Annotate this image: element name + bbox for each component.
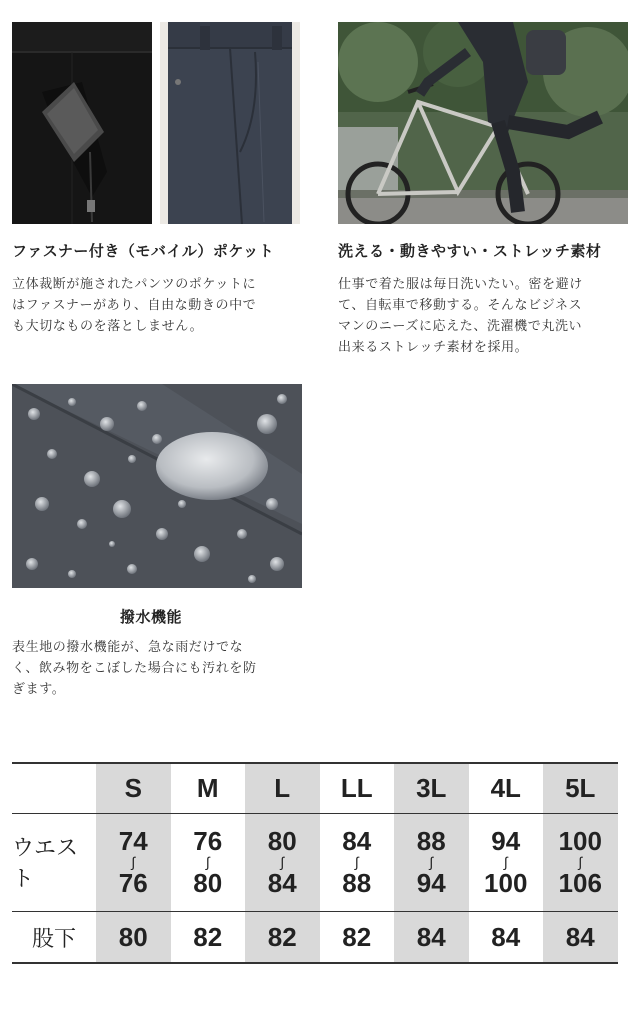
size-header-m: M (196, 772, 219, 803)
inseam-value: 84 (416, 921, 446, 952)
feature-text-line: はファスナーがあり、自由な動きの中で (12, 298, 257, 313)
row-label-inseam: 股下 (31, 926, 76, 952)
size-header-s: S (124, 772, 142, 803)
inseam-value: 82 (193, 921, 223, 952)
waist-range (543, 814, 618, 910)
feature-text-line: 出来るストレッチ素材を採用。 (338, 340, 529, 355)
size-header-4l: 4L (490, 772, 521, 803)
inseam-value: 84 (491, 921, 521, 952)
waist-max: 94 (416, 868, 446, 898)
waist-range (171, 814, 246, 910)
feature-text-line: 立体裁断が施されたパンツのポケットに (12, 277, 257, 292)
inseam-value: 82 (342, 921, 372, 952)
waist-max: 76 (118, 868, 148, 898)
inseam-value: 80 (118, 921, 148, 952)
pocket-photo-left (12, 22, 152, 224)
waist-range (469, 814, 544, 910)
feature-title-pocket: ファスナー付き（モバイル）ポケット (12, 242, 275, 260)
size-header-5l: 5L (565, 772, 596, 803)
waist-range (394, 814, 469, 910)
waist-min: 100 (558, 826, 602, 856)
range-mark: ∫ (205, 854, 210, 870)
inseam-value: 82 (267, 921, 297, 952)
feature-text-line: マンのニーズに応えた、洗濯機で丸洗い (338, 319, 583, 334)
waist-max: 84 (267, 868, 297, 898)
feature-title-stretch: 洗える・動きやすい・ストレッチ素材 (338, 242, 602, 260)
waist-max: 80 (193, 868, 223, 898)
waist-range (245, 814, 320, 910)
feature-text-line: 仕事で着た服は毎日洗いたい。密を避け (338, 277, 583, 292)
waist-min: 94 (491, 826, 521, 856)
range-mark: ∫ (131, 854, 136, 870)
range-mark: ∫ (354, 854, 359, 870)
feature-title-water: 撥水機能 (120, 608, 183, 626)
size-header-3l: 3L (416, 772, 447, 803)
waist-min: 76 (193, 826, 223, 856)
inseam-value: 84 (565, 921, 595, 952)
waist-range (96, 814, 171, 910)
waist-range (320, 814, 395, 910)
waist-min: 80 (267, 826, 297, 856)
size-header-ll: LL (340, 772, 373, 803)
feature-text-line: く、飲み物をこぼした場合にも汚れを防 (12, 661, 257, 676)
feature-text-line: 表生地の撥水機能が、急な雨だけでな (12, 640, 244, 655)
range-mark: ∫ (280, 854, 285, 870)
waist-min: 84 (342, 826, 372, 856)
feature-text-line: ぎます。 (12, 682, 66, 697)
range-mark: ∫ (429, 854, 434, 870)
waist-max: 88 (342, 868, 372, 898)
range-mark: ∫ (578, 854, 583, 870)
bicycle-photo (338, 22, 628, 224)
waist-min: 88 (416, 826, 446, 856)
feature-text-stretch (338, 274, 634, 358)
size-header-l: L (274, 772, 291, 803)
pocket-photo-right (160, 22, 300, 224)
waist-max: 100 (484, 868, 528, 898)
feature-text-water (12, 637, 312, 700)
waist-max: 106 (558, 868, 602, 898)
row-label-waist: ウエスト (12, 836, 79, 892)
range-mark: ∫ (503, 854, 508, 870)
feature-text-pocket (12, 274, 312, 337)
feature-text-line: て、自転車で移動する。そんなビジネス (338, 298, 583, 313)
table-bottom-rule (12, 962, 618, 964)
feature-text-line: も大切なものを落としません。 (12, 319, 204, 334)
waist-min: 74 (118, 826, 148, 856)
water-repellent-photo (12, 384, 302, 588)
